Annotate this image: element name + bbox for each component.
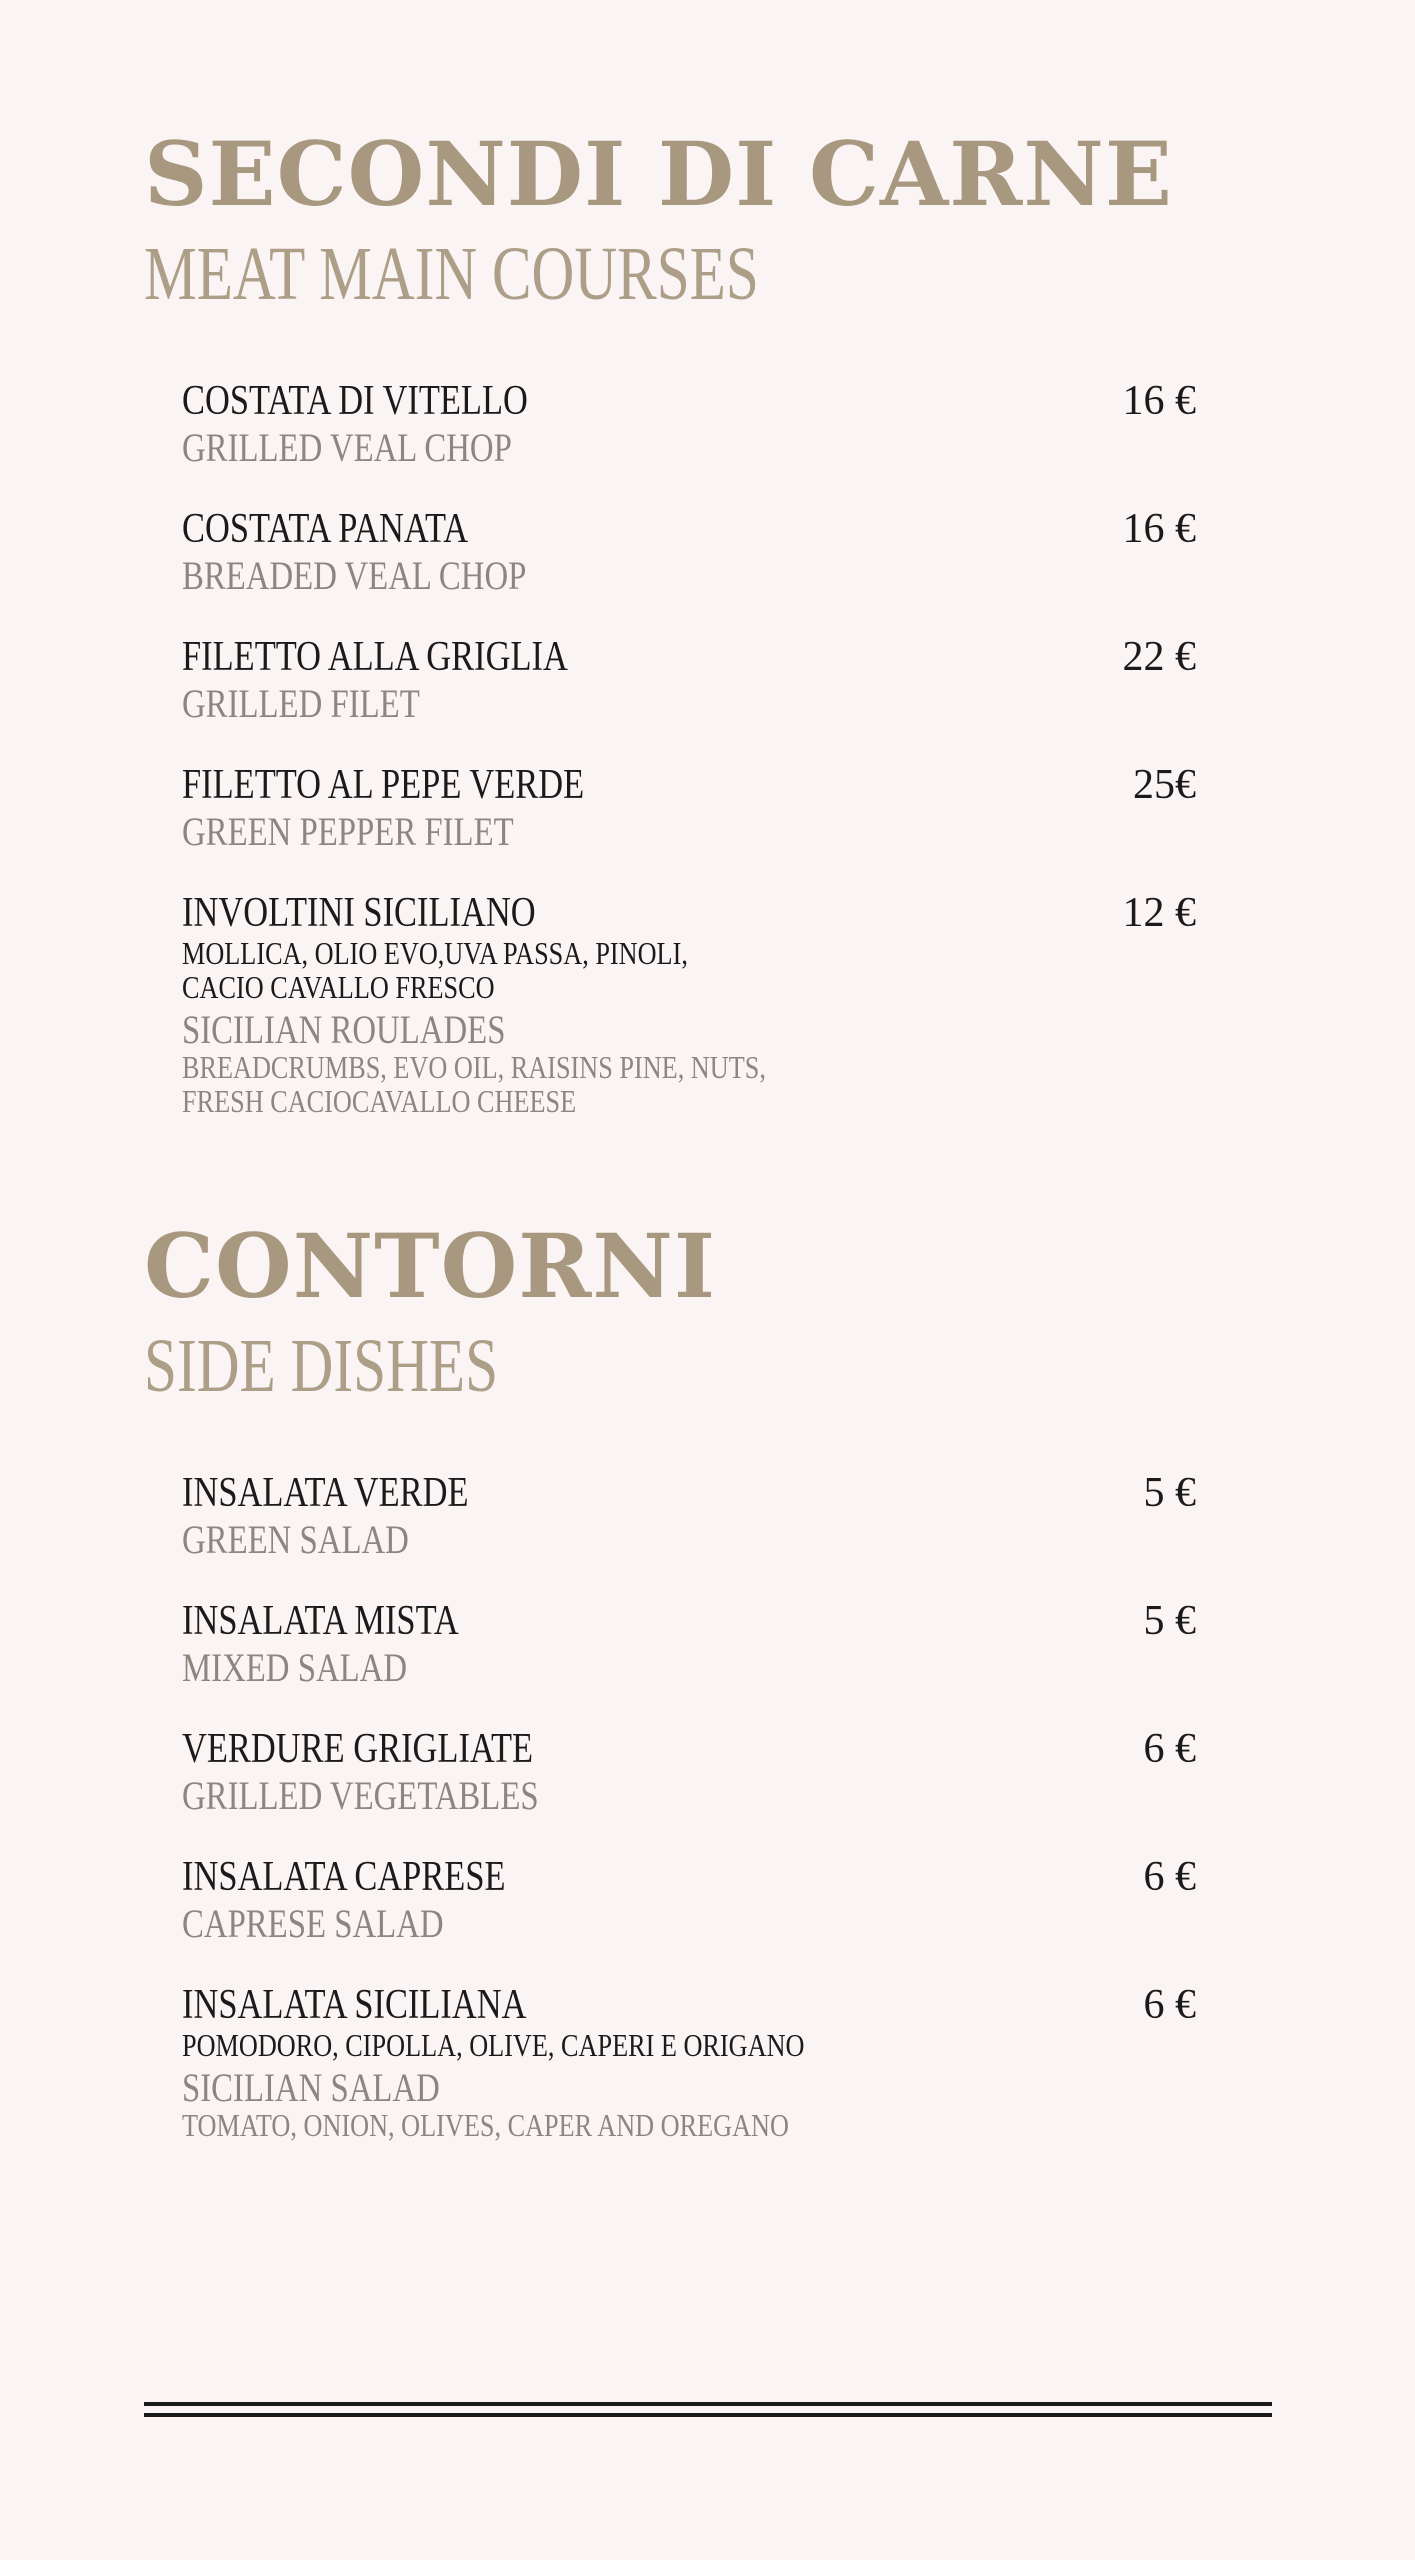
item-english: GREEN SALAD bbox=[182, 1517, 409, 1562]
item-description-italian: CACIO CAVALLO FRESCO bbox=[182, 969, 495, 1005]
item-name: COSTATA PANATA bbox=[182, 506, 469, 552]
item-price: 16 € bbox=[1122, 378, 1196, 424]
menu-item bbox=[182, 1600, 1196, 1688]
item-price: 25€ bbox=[1133, 762, 1196, 808]
menu-item bbox=[182, 1728, 1196, 1816]
item-price: 5 € bbox=[1143, 1470, 1196, 1516]
item-description-english: TOMATO, ONION, OLIVES, CAPER AND OREGANO bbox=[182, 2107, 789, 2143]
item-description-english: FRESH CACIOCAVALLO CHEESE bbox=[182, 1083, 577, 1119]
section-subtitle: SIDE DISHES bbox=[144, 1324, 499, 1408]
item-price: 22 € bbox=[1122, 634, 1196, 680]
item-price: 6 € bbox=[1143, 1854, 1196, 1900]
item-name: COSTATA DI VITELLO bbox=[182, 378, 528, 424]
menu-item bbox=[182, 508, 1196, 596]
item-price: 6 € bbox=[1143, 1982, 1196, 2028]
item-name: INSALATA SICILIANA bbox=[182, 1982, 527, 2028]
item-english: BREADED VEAL CHOP bbox=[182, 553, 527, 598]
section-subtitle: MEAT MAIN COURSES bbox=[144, 232, 759, 316]
item-english: GRILLED VEGETABLES bbox=[182, 1773, 539, 1818]
menu-item bbox=[182, 636, 1196, 724]
item-description-italian: POMODORO, CIPOLLA, OLIVE, CAPERI E ORIGANO bbox=[182, 2027, 805, 2063]
menu-item bbox=[182, 1984, 1196, 2142]
item-description-italian: MOLLICA, OLIO EVO,UVA PASSA, PINOLI, bbox=[182, 935, 688, 971]
item-name: VERDURE GRIGLIATE bbox=[182, 1726, 534, 1772]
item-description-english: BREADCRUMBS, EVO OIL, RAISINS PINE, NUTS, bbox=[182, 1049, 766, 1085]
item-english: SICILIAN SALAD bbox=[182, 2065, 440, 2110]
section-title: SECONDI DI CARNE bbox=[144, 122, 1173, 226]
menu-item bbox=[182, 892, 1196, 1118]
menu-item bbox=[182, 1472, 1196, 1560]
item-price: 12 € bbox=[1122, 890, 1196, 936]
footer-divider bbox=[144, 2413, 1272, 2417]
footer-divider bbox=[144, 2402, 1272, 2406]
meat-section bbox=[144, 122, 1280, 1119]
item-price: 16 € bbox=[1122, 506, 1196, 552]
item-english: CAPRESE SALAD bbox=[182, 1901, 444, 1946]
item-english: GRILLED VEAL CHOP bbox=[182, 425, 512, 470]
item-price: 5 € bbox=[1143, 1598, 1196, 1644]
item-english: MIXED SALAD bbox=[182, 1645, 408, 1690]
item-name: INSALATA CAPRESE bbox=[182, 1854, 506, 1900]
section-title: CONTORNI bbox=[144, 1214, 717, 1318]
item-name: FILETTO AL PEPE VERDE bbox=[182, 762, 585, 808]
item-name: FILETTO ALLA GRIGLIA bbox=[182, 634, 568, 680]
item-english: SICILIAN ROULADES bbox=[182, 1007, 506, 1052]
menu-item bbox=[182, 380, 1196, 468]
menu-item bbox=[182, 764, 1196, 852]
item-name: INVOLTINI SICILIANO bbox=[182, 890, 536, 936]
item-english: GREEN PEPPER FILET bbox=[182, 809, 514, 854]
menu-item bbox=[182, 1856, 1196, 1944]
item-english: GRILLED FILET bbox=[182, 681, 420, 726]
item-name: INSALATA VERDE bbox=[182, 1470, 469, 1516]
item-price: 6 € bbox=[1143, 1726, 1196, 1772]
sides-section bbox=[144, 1214, 1280, 2143]
item-name: INSALATA MISTA bbox=[182, 1598, 459, 1644]
